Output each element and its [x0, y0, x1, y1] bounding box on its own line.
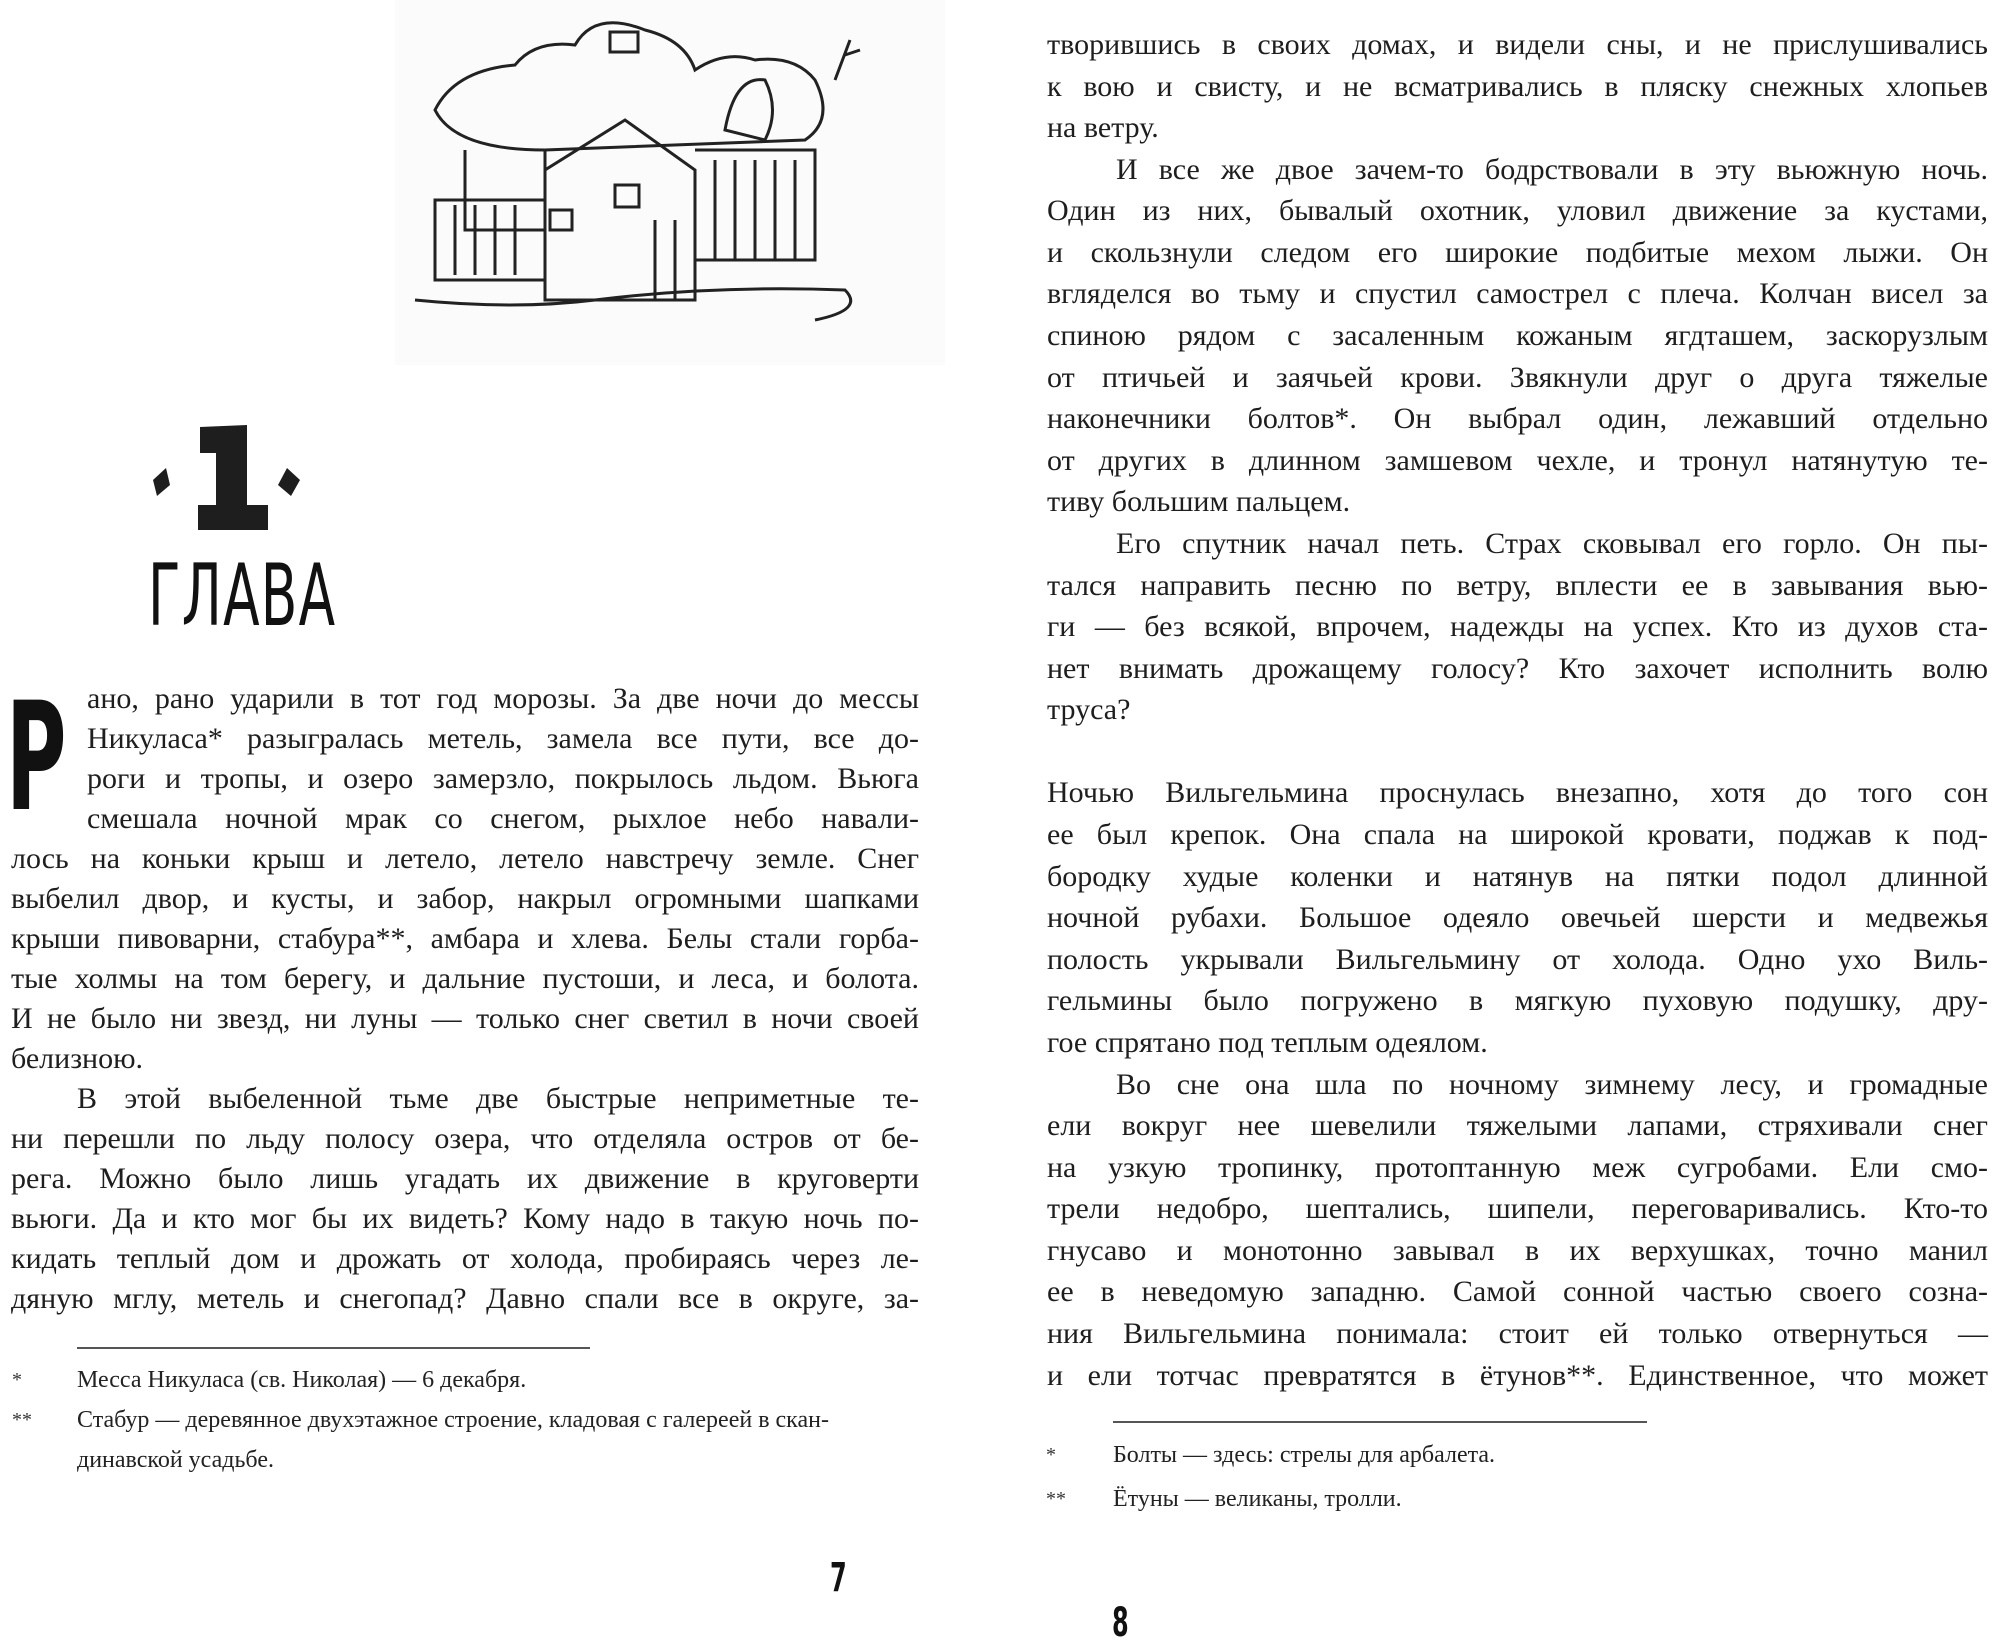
text-line: гое спрятано под теплым одеялом. — [1047, 1025, 1488, 1059]
text-line: крыши пивоварни, стабура**, амбара и хлева. Белы стали горба- — [11, 922, 919, 955]
text-line: ее был крепок. Она спала на широкой кровати, поджав к под- — [1047, 818, 1988, 852]
footnote-marker: * — [12, 1369, 22, 1391]
footnote-text: Месса Никуласа (св. Николая) — 6 декабря. — [77, 1367, 527, 1393]
page-number: 8 — [1112, 1600, 1129, 1646]
page-number: 7 — [830, 1555, 847, 1601]
text-line: и ели тотчас превратятся в ётунов**. Единственное, что может — [1047, 1358, 1988, 1392]
footnote-text: Болты — здесь: стрелы для арбалета. — [1113, 1442, 1496, 1468]
footnote-marker: ** — [12, 1409, 32, 1431]
text-line: Никуласа* разыгралась метель, замела все пути, все до- — [87, 722, 919, 755]
text-line: ано, рано ударили в тот год морозы. За две ночи до мессы — [87, 682, 919, 715]
text-line: ги — без всякой, впрочем, надежды на успех. Кто из духов ста- — [1047, 610, 1988, 644]
footnote-text: Ётуны — великаны, тролли. — [1113, 1486, 1402, 1512]
text-line: И не было ни звезд, ни луны — только снег светил в ночи своей — [11, 1002, 919, 1035]
text-line: творившись в своих домах, и видели сны, и не прислушивались — [1047, 28, 1988, 61]
text-line: Его спутник начал петь. Страх сковывал его горло. Он пы- — [1116, 526, 1988, 560]
chapter-label: ГЛАВА — [148, 546, 337, 646]
text-line: ели вокруг нее шевелили тяжелыми лапами, стряхивали снег — [1047, 1109, 1988, 1143]
snowy-house-illustration — [395, 0, 945, 365]
text-line: трели недобро, шептались, шипели, переговаривались. Кто-то — [1047, 1192, 1988, 1226]
text-line: смешала ночной мрак со снегом, рыхлое небо навали- — [87, 802, 919, 835]
text-line: на узкую тропинку, протоптанную меж сугробами. Ели смо- — [1047, 1150, 1988, 1184]
text-line: от птичьей и заячьей крови. Звякнули друг о друга тяжелые — [1047, 360, 1988, 394]
text-line: нет внимать дрожащему голосу? Кто захочет исполнить волю — [1047, 651, 1988, 685]
footnote-divider — [77, 1347, 590, 1349]
text-line: тиву большим пальцем. — [1047, 485, 1351, 519]
footnote-marker: * — [1046, 1444, 1056, 1466]
footnote-divider — [1113, 1421, 1647, 1423]
text-line: Во сне она шла по ночному зимнему лесу, и громадные — [1116, 1067, 1988, 1101]
text-line: бородку худые коленки и натянув на пятки подол длинной — [1047, 859, 1988, 893]
footnote-text: Стабур — деревянное двухэтажное строение, кладовая с галереей в скан- — [77, 1407, 829, 1433]
text-line: гнусаво и монотонно завывал в их верхушках, точно манил — [1047, 1233, 1988, 1267]
text-line: гельмины было погружено в мягкую пуховую подушку, дру- — [1047, 984, 1988, 1018]
text-line: от других в длинном замшевом чехле, и тронул натянутую те- — [1047, 443, 1988, 477]
text-line: и скользнули следом его широкие подбитые мехом лыжи. Он — [1047, 235, 1988, 269]
text-line: В этой выбеленной тьме две быстрые неприметные те- — [77, 1082, 919, 1115]
text-line: вьюги. Да и кто мог бы их видеть? Кому надо в такую ночь по- — [11, 1202, 919, 1235]
text-line: роги и тропы, и озеро замерзло, покрылось льдом. Вьюга — [87, 762, 919, 795]
chapter-number — [150, 425, 320, 535]
text-line: И все же двое зачем-то бодрствовали в эту вьюжную ночь. — [1116, 152, 1988, 186]
text-line: выбелил двор, и кусты, и забор, накрыл огромными шапками — [11, 882, 919, 915]
drop-cap: Р — [6, 671, 67, 845]
text-line: тые холмы на том берегу, и дальние пустоши, и леса, и болота. — [11, 962, 919, 995]
text-line: спиною рядом с засаленным кожаным ягдташем, заскорузлым — [1047, 319, 1988, 353]
text-line: полость укрывали Вильгельмину от холода. Одно ухо Виль- — [1047, 942, 1988, 976]
text-line: вгляделся во тьму и спустил самострел с плеча. Колчан висел за — [1047, 277, 1988, 311]
text-line: ночной рубахи. Большое одеяло овечьей шерсти и медвежья — [1047, 901, 1988, 935]
text-line: труса? — [1047, 693, 1131, 727]
text-line: Ночью Вильгельмина проснулась внезапно, хотя до того сон — [1047, 776, 1988, 810]
text-line: наконечники болтов*. Он выбрал один, лежавший отдельно — [1047, 402, 1988, 436]
footnote-marker: ** — [1046, 1488, 1066, 1510]
text-line: на ветру. — [1047, 111, 1159, 145]
text-line: белизною. — [11, 1042, 144, 1075]
text-line: ния Вильгельмина понимала: стоит ей только отвернуться — — [1047, 1316, 1988, 1350]
text-line: кидать теплый дом и дрожать от холода, пробираясь через ле- — [11, 1242, 919, 1275]
text-line: лось на коньки крыш и летело, летело навстречу земле. Снег — [11, 842, 919, 875]
text-line: к вою и свисту, и не всматривались в пляску снежных хлопьев — [1047, 69, 1988, 103]
text-line: ее в неведомую западню. Самой сонной частью своего созна- — [1047, 1275, 1988, 1309]
text-line: тался направить песню по ветру, вплести ее в завывания вью- — [1047, 568, 1988, 602]
text-line: ни перешли по льду полосу озера, что отделяла остров от бе- — [11, 1122, 919, 1155]
text-line: рега. Можно было лишь угадать их движение в круговерти — [11, 1162, 919, 1195]
text-line: Один из них, бывалый охотник, уловил движение за кустами, — [1047, 194, 1988, 228]
text-line: дяную мглу, метель и снегопад? Давно спали все в округе, за- — [11, 1282, 919, 1315]
footnote-text: динавской усадьбе. — [77, 1447, 274, 1473]
